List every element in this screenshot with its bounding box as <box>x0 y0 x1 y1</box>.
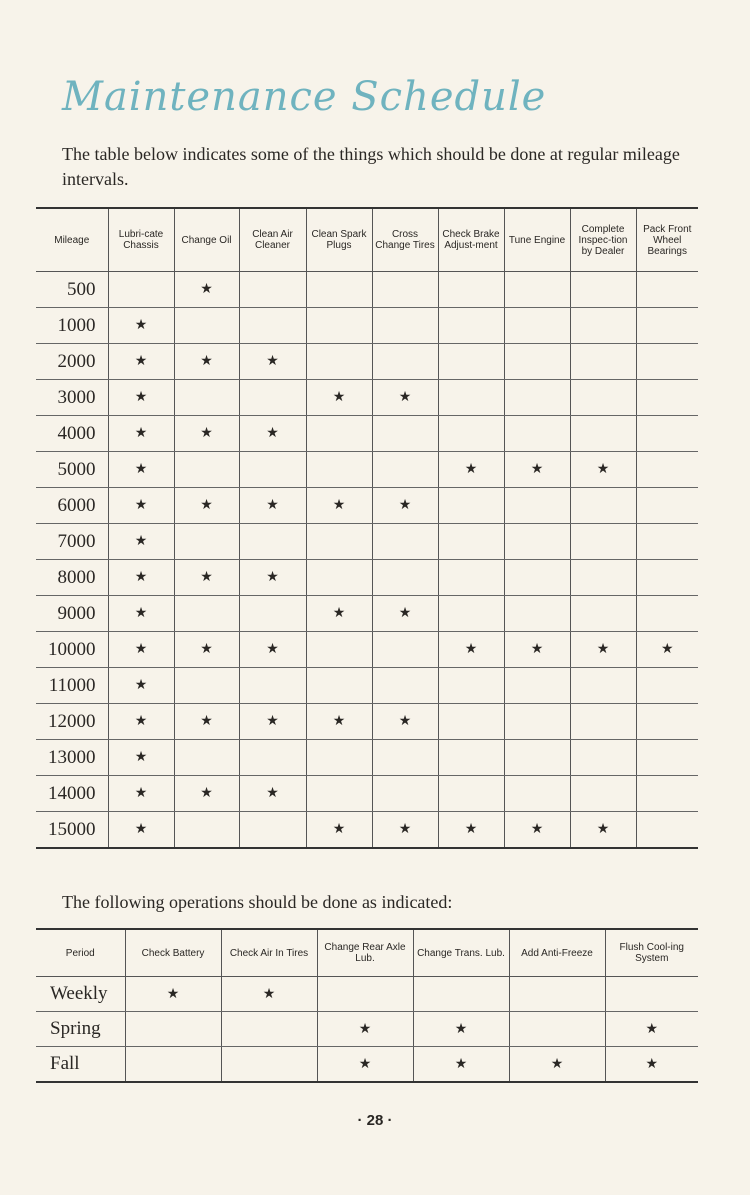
table-cell <box>372 704 438 740</box>
table-cell <box>108 668 174 704</box>
star-icon: ★ <box>134 534 148 549</box>
star-icon: ★ <box>134 750 148 765</box>
table-cell <box>605 1047 698 1083</box>
star-icon: ★ <box>398 498 412 513</box>
star-icon: ★ <box>530 462 544 477</box>
schedule-row-label: 9000 <box>36 596 108 632</box>
schedule-row-label: 5000 <box>36 452 108 488</box>
table-row <box>36 1012 698 1047</box>
star-icon: ★ <box>464 462 478 477</box>
table-cell <box>174 380 239 416</box>
table-cell <box>306 704 372 740</box>
schedule-header-5: Cross Change Tires <box>372 208 438 272</box>
star-icon: ★ <box>332 714 346 729</box>
schedule-row-label: 4000 <box>36 416 108 452</box>
table-cell <box>306 740 372 776</box>
table-cell <box>174 416 239 452</box>
star-icon: ★ <box>266 354 279 369</box>
table-row <box>36 344 698 380</box>
schedule-row-label: 1000 <box>36 308 108 344</box>
schedule-row-label: 14000 <box>36 776 108 812</box>
table-cell <box>108 452 174 488</box>
table-cell <box>306 668 372 704</box>
table-cell <box>509 1012 605 1047</box>
operations-header-1: Check Battery <box>125 929 221 977</box>
star-icon: ★ <box>464 822 478 837</box>
star-icon: ★ <box>200 786 213 801</box>
operations-header-4: Change Trans. Lub. <box>413 929 509 977</box>
star-icon: ★ <box>398 714 412 729</box>
table-cell <box>504 740 570 776</box>
table-cell <box>372 416 438 452</box>
table-cell <box>504 308 570 344</box>
table-cell <box>239 308 306 344</box>
table-cell <box>239 668 306 704</box>
star-icon: ★ <box>596 462 610 477</box>
operations-header-6: Flush Cool-ing System <box>605 929 698 977</box>
star-icon: ★ <box>398 606 412 621</box>
star-icon: ★ <box>266 714 279 729</box>
table-cell <box>306 344 372 380</box>
table-cell <box>306 452 372 488</box>
schedule-row-label: 12000 <box>36 704 108 740</box>
table-cell <box>636 452 698 488</box>
star-icon: ★ <box>134 390 148 405</box>
operations-table <box>36 928 698 1083</box>
operations-intro: The following operations should be done as indicated: <box>62 892 453 912</box>
star-icon: ★ <box>530 822 544 837</box>
schedule-row-label: 2000 <box>36 344 108 380</box>
table-cell <box>174 452 239 488</box>
star-icon: ★ <box>454 1056 468 1072</box>
table-row <box>36 977 698 1012</box>
table-cell <box>438 452 504 488</box>
star-icon: ★ <box>332 606 346 621</box>
table-cell <box>438 560 504 596</box>
star-icon: ★ <box>262 986 276 1002</box>
table-cell <box>372 812 438 849</box>
table-cell <box>239 524 306 560</box>
table-row <box>36 452 698 488</box>
table-cell <box>239 632 306 668</box>
table-cell <box>438 704 504 740</box>
table-cell <box>108 740 174 776</box>
star-icon: ★ <box>596 822 610 837</box>
table-cell <box>239 272 306 308</box>
table-cell <box>317 1047 413 1083</box>
table-cell <box>174 524 239 560</box>
operations-row-label: Weekly <box>36 977 125 1012</box>
schedule-row-label: 8000 <box>36 560 108 596</box>
table-cell <box>438 272 504 308</box>
star-icon: ★ <box>266 570 279 585</box>
table-cell <box>239 704 306 740</box>
table-cell <box>306 812 372 849</box>
schedule-header-6: Check Brake Adjust-ment <box>438 208 504 272</box>
operations-header-3: Change Rear Axle Lub. <box>317 929 413 977</box>
table-cell <box>504 416 570 452</box>
table-cell <box>570 668 636 704</box>
operations-header-5: Add Anti-Freeze <box>509 929 605 977</box>
table-cell <box>306 416 372 452</box>
table-cell <box>636 812 698 849</box>
star-icon: ★ <box>660 642 674 657</box>
table-cell <box>306 776 372 812</box>
table-row <box>36 560 698 596</box>
table-cell <box>306 596 372 632</box>
star-icon: ★ <box>134 354 148 369</box>
table-cell <box>221 1012 317 1047</box>
star-icon: ★ <box>454 1021 468 1037</box>
table-cell <box>239 452 306 488</box>
star-icon: ★ <box>200 282 213 297</box>
star-icon: ★ <box>200 354 213 369</box>
table-cell <box>636 740 698 776</box>
table-cell <box>504 560 570 596</box>
star-icon: ★ <box>332 822 346 837</box>
star-icon: ★ <box>200 714 213 729</box>
table-cell <box>174 776 239 812</box>
table-cell <box>570 380 636 416</box>
table-cell <box>125 1012 221 1047</box>
star-icon: ★ <box>134 318 148 333</box>
table-cell <box>504 524 570 560</box>
table-cell <box>372 596 438 632</box>
table-cell <box>174 344 239 380</box>
table-cell <box>438 488 504 524</box>
star-icon: ★ <box>358 1021 372 1037</box>
table-cell <box>570 344 636 380</box>
table-cell <box>174 632 239 668</box>
table-cell <box>570 632 636 668</box>
table-cell <box>174 308 239 344</box>
table-cell <box>372 632 438 668</box>
star-icon: ★ <box>134 678 148 693</box>
table-cell <box>108 812 174 849</box>
table-cell <box>239 416 306 452</box>
table-cell <box>174 740 239 776</box>
table-cell <box>239 344 306 380</box>
table-cell <box>317 1012 413 1047</box>
page-number: · 28 · <box>357 1112 393 1129</box>
schedule-header-8: Complete Inspec-tion by Dealer <box>570 208 636 272</box>
table-cell <box>372 560 438 596</box>
star-icon: ★ <box>166 986 180 1002</box>
star-icon: ★ <box>134 462 148 477</box>
table-cell <box>372 524 438 560</box>
star-icon: ★ <box>200 642 213 657</box>
table-cell <box>504 704 570 740</box>
table-row <box>36 704 698 740</box>
table-cell <box>239 776 306 812</box>
star-icon: ★ <box>530 642 544 657</box>
table-cell <box>570 740 636 776</box>
table-cell <box>570 488 636 524</box>
schedule-header-9: Pack Front Wheel Bearings <box>636 208 698 272</box>
table-cell <box>438 668 504 704</box>
table-cell <box>636 272 698 308</box>
table-cell <box>239 488 306 524</box>
table-cell <box>570 272 636 308</box>
table-cell <box>570 452 636 488</box>
star-icon: ★ <box>550 1056 564 1072</box>
schedule-row-label: 3000 <box>36 380 108 416</box>
table-cell <box>108 344 174 380</box>
table-cell <box>438 740 504 776</box>
schedule-row-label: 6000 <box>36 488 108 524</box>
star-icon: ★ <box>134 498 148 513</box>
table-row <box>36 596 698 632</box>
table-cell <box>438 812 504 849</box>
star-icon: ★ <box>266 642 279 657</box>
table-cell <box>108 272 174 308</box>
star-icon: ★ <box>134 714 148 729</box>
intro-text: The table below indicates some of the things which should be done at regular mileage intervals. <box>62 144 680 189</box>
star-icon: ★ <box>398 822 412 837</box>
table-cell <box>636 632 698 668</box>
star-icon: ★ <box>332 390 346 405</box>
table-cell <box>570 596 636 632</box>
table-row <box>36 1047 698 1083</box>
table-cell <box>636 596 698 632</box>
table-cell <box>438 344 504 380</box>
star-icon: ★ <box>464 642 478 657</box>
table-cell <box>174 488 239 524</box>
maintenance-schedule-table <box>36 207 698 849</box>
table-cell <box>570 560 636 596</box>
schedule-header-1: Lubri-cate Chassis <box>108 208 174 272</box>
table-cell <box>125 977 221 1012</box>
schedule-row-label: 500 <box>36 272 108 308</box>
table-cell <box>570 812 636 849</box>
table-row <box>36 380 698 416</box>
table-cell <box>174 560 239 596</box>
operations-body <box>36 977 698 1083</box>
table-cell <box>239 812 306 849</box>
table-cell <box>509 1047 605 1083</box>
table-cell <box>636 488 698 524</box>
table-cell <box>438 308 504 344</box>
star-icon: ★ <box>134 606 148 621</box>
operations-header-0: Period <box>36 929 125 977</box>
table-cell <box>413 1012 509 1047</box>
star-icon: ★ <box>645 1021 659 1037</box>
table-cell <box>509 977 605 1012</box>
table-cell <box>636 416 698 452</box>
table-cell <box>108 596 174 632</box>
star-icon: ★ <box>266 426 279 441</box>
operations-header-row <box>36 929 698 977</box>
schedule-row-label: 10000 <box>36 632 108 668</box>
star-icon: ★ <box>134 642 148 657</box>
table-row <box>36 308 698 344</box>
table-cell <box>413 1047 509 1083</box>
schedule-header-3: Clean Air Cleaner <box>239 208 306 272</box>
table-cell <box>306 632 372 668</box>
schedule-header-4: Clean Spark Plugs <box>306 208 372 272</box>
star-icon: ★ <box>398 390 412 405</box>
table-cell <box>570 308 636 344</box>
star-icon: ★ <box>596 642 610 657</box>
star-icon: ★ <box>358 1056 372 1072</box>
table-cell <box>438 596 504 632</box>
schedule-header-2: Change Oil <box>174 208 239 272</box>
table-cell <box>636 308 698 344</box>
table-row <box>36 632 698 668</box>
table-cell <box>636 560 698 596</box>
schedule-row-label: 13000 <box>36 740 108 776</box>
table-row <box>36 668 698 704</box>
table-cell <box>125 1047 221 1083</box>
table-cell <box>372 740 438 776</box>
table-cell <box>108 524 174 560</box>
table-cell <box>504 344 570 380</box>
table-cell <box>108 308 174 344</box>
table-cell <box>636 344 698 380</box>
star-icon: ★ <box>134 786 148 801</box>
table-cell <box>636 380 698 416</box>
table-cell <box>372 668 438 704</box>
table-cell <box>174 596 239 632</box>
table-cell <box>108 560 174 596</box>
table-cell <box>413 977 509 1012</box>
schedule-row-label: 15000 <box>36 812 108 849</box>
table-cell <box>570 524 636 560</box>
table-cell <box>504 272 570 308</box>
table-cell <box>504 452 570 488</box>
page-title: Maintenance Schedule <box>62 74 547 120</box>
table-cell <box>372 344 438 380</box>
table-cell <box>504 380 570 416</box>
table-row <box>36 740 698 776</box>
table-row <box>36 416 698 452</box>
table-cell <box>438 380 504 416</box>
schedule-header-row <box>36 208 698 272</box>
star-icon: ★ <box>200 498 213 513</box>
table-cell <box>605 1012 698 1047</box>
table-cell <box>108 632 174 668</box>
table-cell <box>174 668 239 704</box>
table-cell <box>438 632 504 668</box>
table-row <box>36 812 698 849</box>
star-icon: ★ <box>200 426 213 441</box>
table-cell <box>372 272 438 308</box>
table-row <box>36 524 698 560</box>
star-icon: ★ <box>332 498 346 513</box>
table-cell <box>108 704 174 740</box>
table-cell <box>239 560 306 596</box>
table-cell <box>636 704 698 740</box>
star-icon: ★ <box>134 426 148 441</box>
star-icon: ★ <box>134 822 148 837</box>
table-cell <box>570 704 636 740</box>
table-cell <box>306 488 372 524</box>
table-cell <box>504 776 570 812</box>
table-cell <box>221 1047 317 1083</box>
operations-row-label: Spring <box>36 1012 125 1047</box>
table-cell <box>306 380 372 416</box>
table-cell <box>636 776 698 812</box>
operations-header-2: Check Air In Tires <box>221 929 317 977</box>
schedule-header-0: Mileage <box>36 208 108 272</box>
table-row <box>36 272 698 308</box>
table-cell <box>174 272 239 308</box>
table-cell <box>504 488 570 524</box>
table-cell <box>438 524 504 560</box>
table-cell <box>239 596 306 632</box>
table-cell <box>239 740 306 776</box>
table-cell <box>372 380 438 416</box>
table-row <box>36 488 698 524</box>
table-cell <box>372 488 438 524</box>
table-cell <box>438 416 504 452</box>
table-cell <box>372 776 438 812</box>
schedule-header-7: Tune Engine <box>504 208 570 272</box>
table-cell <box>504 668 570 704</box>
table-cell <box>504 812 570 849</box>
table-cell <box>221 977 317 1012</box>
table-cell <box>108 416 174 452</box>
star-icon: ★ <box>200 570 213 585</box>
table-cell <box>306 524 372 560</box>
schedule-row-label: 11000 <box>36 668 108 704</box>
table-cell <box>605 977 698 1012</box>
table-row <box>36 776 698 812</box>
star-icon: ★ <box>266 786 279 801</box>
table-cell <box>174 812 239 849</box>
star-icon: ★ <box>645 1056 659 1072</box>
operations-row-label: Fall <box>36 1047 125 1083</box>
table-cell <box>239 380 306 416</box>
table-cell <box>108 380 174 416</box>
schedule-body <box>36 272 698 849</box>
schedule-row-label: 7000 <box>36 524 108 560</box>
star-icon: ★ <box>266 498 279 513</box>
table-cell <box>306 308 372 344</box>
table-cell <box>174 704 239 740</box>
table-cell <box>108 488 174 524</box>
table-cell <box>108 776 174 812</box>
table-cell <box>372 452 438 488</box>
table-cell <box>306 560 372 596</box>
table-cell <box>372 308 438 344</box>
table-cell <box>636 668 698 704</box>
table-cell <box>438 776 504 812</box>
table-cell <box>306 272 372 308</box>
table-cell <box>504 632 570 668</box>
star-icon: ★ <box>134 570 148 585</box>
table-cell <box>570 416 636 452</box>
table-cell <box>636 524 698 560</box>
table-cell <box>317 977 413 1012</box>
table-cell <box>570 776 636 812</box>
table-cell <box>504 596 570 632</box>
